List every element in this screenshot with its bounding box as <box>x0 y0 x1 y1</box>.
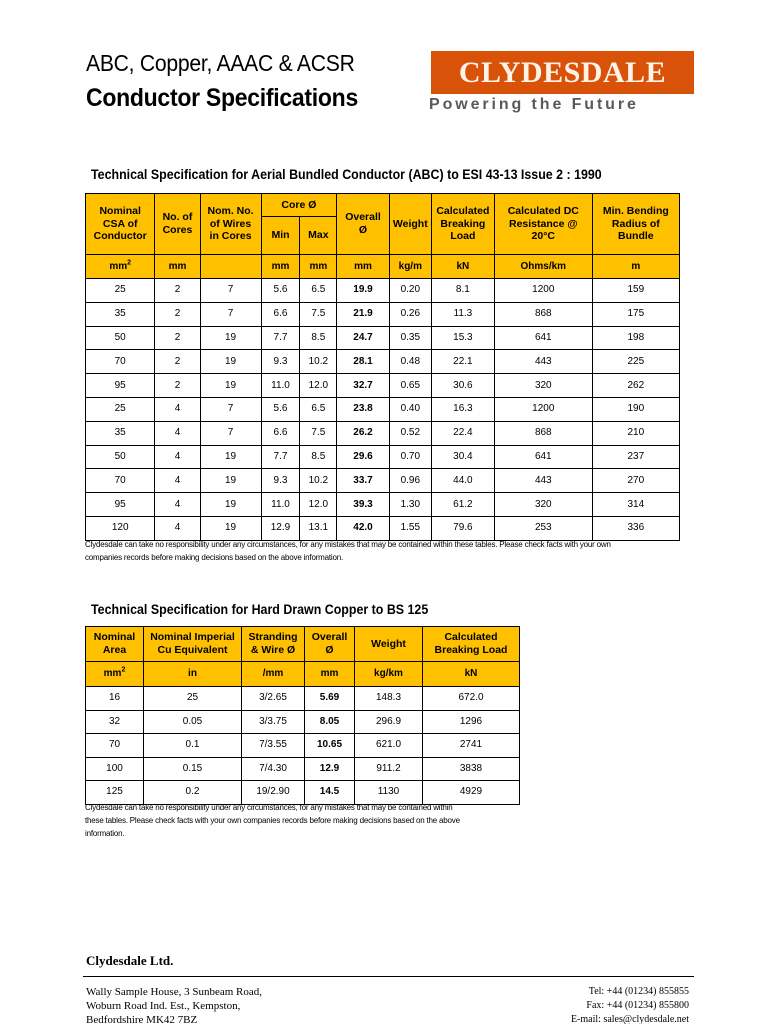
table-cell: 641 <box>494 445 592 469</box>
table-cell: 6.6 <box>261 421 300 445</box>
table-cell: 2 <box>155 302 200 326</box>
table-cell: 19 <box>200 374 261 398</box>
header-dc-resistance: Calculated DC Resistance @ 20°C <box>494 194 592 255</box>
table-cell: 1.30 <box>389 493 431 517</box>
table-row <box>86 445 680 469</box>
table-cell: 42.0 <box>337 516 390 540</box>
unit-min: mm <box>261 255 300 279</box>
table-cell: 30.4 <box>431 445 494 469</box>
table-cell: 50 <box>86 326 155 350</box>
table-cell: 0.65 <box>389 374 431 398</box>
table-cell: 11.0 <box>261 374 300 398</box>
table-cell: 70 <box>86 469 155 493</box>
table-cell: 19 <box>200 493 261 517</box>
table-cell: 61.2 <box>431 493 494 517</box>
footer-address: Wally Sample House, 3 Sunbeam Road, Woburn Road Ind. Est., Kempston, Bedfordshire MK42 7BZ <box>86 986 263 1024</box>
table-cell: 1200 <box>494 397 592 421</box>
table-cell: 911.2 <box>355 757 423 781</box>
table-cell: 39.3 <box>337 493 390 517</box>
table-cell: 21.9 <box>337 302 390 326</box>
abc-disclaimer: Clydesdale can take no responsibility under any circumstances, for any mistakes that may be contained within these tables. Please check facts with your own companies records before making decisions based on the above information. <box>85 540 611 562</box>
unit-overall: mm <box>337 255 390 279</box>
document-title-line2: Conductor Specifications <box>86 84 358 112</box>
logo-tagline: Powering the Future <box>429 96 639 113</box>
table-cell: 6.6 <box>261 302 300 326</box>
table-cell: 32 <box>86 710 144 734</box>
table-row <box>86 279 680 303</box>
table-cell: 296.9 <box>355 710 423 734</box>
table-cell: 4 <box>155 397 200 421</box>
header-weight: Weight <box>389 194 431 255</box>
table-cell: 320 <box>494 374 592 398</box>
table-cell: 443 <box>494 469 592 493</box>
table-cell: 35 <box>86 421 155 445</box>
table-cell: 14.5 <box>305 781 355 805</box>
table-row <box>86 302 680 326</box>
copper-disclaimer: Clydesdale can take no responsibility under any circumstances, for any mistakes that may be contained within these tables. Please check facts with your own companies records before making decisions based on the above information. <box>85 803 460 838</box>
unit-csa: $mm^2$ <box>86 255 155 279</box>
table-row <box>86 734 520 758</box>
document-title-line1: ABC, Copper, AAAC & ACSR <box>86 50 355 76</box>
table-cell: 25 <box>86 397 155 421</box>
table-cell: 621.0 <box>355 734 423 758</box>
table-cell: 7 <box>200 397 261 421</box>
abc-section-title: Technical Specification for Aerial Bundled Conductor (ABC) to ESI 43-13 Issue 2 : 1990 <box>91 167 602 182</box>
unit-max: mm <box>300 255 337 279</box>
table-cell: 3/2.65 <box>242 687 305 711</box>
table-cell: 70 <box>86 734 144 758</box>
table-row <box>86 757 520 781</box>
table-cell: 33.7 <box>337 469 390 493</box>
table-cell: 0.15 <box>144 757 242 781</box>
table-cell: 0.2 <box>144 781 242 805</box>
table-cell: 175 <box>592 302 679 326</box>
unit-bending: m <box>592 255 679 279</box>
table-cell: 8.5 <box>300 445 337 469</box>
table-cell: 210 <box>592 421 679 445</box>
table-cell: 19 <box>200 350 261 374</box>
table-row <box>86 421 680 445</box>
footer-company-name: Clydesdale Ltd. <box>86 953 174 968</box>
table-cell: 2 <box>155 350 200 374</box>
table-cell: 19 <box>200 445 261 469</box>
table-cell: 0.70 <box>389 445 431 469</box>
table-cell: 28.1 <box>337 350 390 374</box>
table-cell: 314 <box>592 493 679 517</box>
table-cell: 11.0 <box>261 493 300 517</box>
table-cell: 2 <box>155 279 200 303</box>
header-breaking-load: Calculated Breaking Load <box>423 627 520 662</box>
table-cell: 32.7 <box>337 374 390 398</box>
table-cell: 23.8 <box>337 397 390 421</box>
table-cell: 7 <box>200 302 261 326</box>
table-cell: 159 <box>592 279 679 303</box>
table-cell: 8.05 <box>305 710 355 734</box>
table-row <box>86 493 680 517</box>
table-row <box>86 374 680 398</box>
table-cell: 0.40 <box>389 397 431 421</box>
table-cell: 44.0 <box>431 469 494 493</box>
table-row <box>86 350 680 374</box>
table-cell: 198 <box>592 326 679 350</box>
unit-area: $mm^2$ <box>86 662 144 687</box>
unit-weight: kg/m <box>389 255 431 279</box>
table-cell: 19 <box>200 516 261 540</box>
abc-spec-table <box>85 193 680 541</box>
table-cell: 7.7 <box>261 445 300 469</box>
table-cell: 25 <box>144 687 242 711</box>
table-cell: 336 <box>592 516 679 540</box>
footer-contact <box>571 985 689 1024</box>
table-cell: 0.35 <box>389 326 431 350</box>
units-row <box>86 255 680 279</box>
table-cell: 19 <box>200 326 261 350</box>
footer-phone: Tel: +44 (01234) 855855 <box>588 986 689 997</box>
table-cell: 868 <box>494 302 592 326</box>
table-cell: 0.48 <box>389 350 431 374</box>
table-cell: 2 <box>155 374 200 398</box>
table-cell: 10.2 <box>300 469 337 493</box>
table-cell: 1200 <box>494 279 592 303</box>
table-cell: 79.6 <box>431 516 494 540</box>
footer-fax: Fax: +44 (01234) 855800 <box>586 1000 689 1011</box>
table-cell: 12.9 <box>261 516 300 540</box>
table-cell: 125 <box>86 781 144 805</box>
table-cell: 148.3 <box>355 687 423 711</box>
table-cell: 7/4.30 <box>242 757 305 781</box>
table-cell: 9.3 <box>261 350 300 374</box>
header-overall: Overall Ø <box>337 194 390 255</box>
table-cell: 4929 <box>423 781 520 805</box>
table-cell: 9.3 <box>261 469 300 493</box>
table-row <box>86 326 680 350</box>
table-cell: 225 <box>592 350 679 374</box>
table-cell: 19 <box>200 469 261 493</box>
copper-spec-table <box>85 626 520 805</box>
table-cell: 1.55 <box>389 516 431 540</box>
unit-wires <box>200 255 261 279</box>
table-cell: 641 <box>494 326 592 350</box>
table-cell: 0.26 <box>389 302 431 326</box>
table-cell: 4 <box>155 493 200 517</box>
header-no-cores: No. of Cores <box>155 194 200 255</box>
unit-imperial: in <box>144 662 242 687</box>
table-cell: 7 <box>200 279 261 303</box>
table-cell: 3/3.75 <box>242 710 305 734</box>
table-cell: 95 <box>86 374 155 398</box>
table-cell: 16.3 <box>431 397 494 421</box>
table-cell: 6.5 <box>300 279 337 303</box>
table-cell: 0.52 <box>389 421 431 445</box>
table-cell: 8.1 <box>431 279 494 303</box>
table-cell: 13.1 <box>300 516 337 540</box>
clydesdale-logo: CLYDESDALE <box>431 51 694 94</box>
table-row <box>86 469 680 493</box>
table-row <box>86 687 520 711</box>
table-cell: 262 <box>592 374 679 398</box>
header-overall: Overall Ø <box>305 627 355 662</box>
table-cell: 10.2 <box>300 350 337 374</box>
header-stranding: Stranding & Wire Ø <box>242 627 305 662</box>
header-bending-radius: Min. Bending Radius of Bundle <box>592 194 679 255</box>
table-cell: 7 <box>200 421 261 445</box>
units-row <box>86 662 520 687</box>
table-cell: 19/2.90 <box>242 781 305 805</box>
unit-weight: kg/km <box>355 662 423 687</box>
table-row <box>86 516 680 540</box>
header-core-min: Min <box>261 217 300 255</box>
table-cell: 8.5 <box>300 326 337 350</box>
table-row <box>86 397 680 421</box>
table-cell: 4 <box>155 469 200 493</box>
table-cell: 5.6 <box>261 279 300 303</box>
unit-stranding: /mm <box>242 662 305 687</box>
table-cell: 25 <box>86 279 155 303</box>
copper-section-title: Technical Specification for Hard Drawn Copper to BS 125 <box>91 602 429 617</box>
table-cell: 95 <box>86 493 155 517</box>
table-cell: 2 <box>155 326 200 350</box>
table-cell: 7/3.55 <box>242 734 305 758</box>
table-row <box>86 710 520 734</box>
table-cell: 190 <box>592 397 679 421</box>
unit-breaking: kN <box>431 255 494 279</box>
table-cell: 4 <box>155 516 200 540</box>
table-cell: 24.7 <box>337 326 390 350</box>
table-cell: 3838 <box>423 757 520 781</box>
table-cell: 0.20 <box>389 279 431 303</box>
table-cell: 50 <box>86 445 155 469</box>
table-cell: 70 <box>86 350 155 374</box>
table-cell: 0.05 <box>144 710 242 734</box>
footer-divider <box>83 976 694 977</box>
header-weight: Weight <box>355 627 423 662</box>
header-nominal-area: Nominal Area <box>86 627 144 662</box>
table-cell: 2741 <box>423 734 520 758</box>
table-cell: 12.9 <box>305 757 355 781</box>
table-cell: 29.6 <box>337 445 390 469</box>
table-cell: 1296 <box>423 710 520 734</box>
table-cell: 12.0 <box>300 374 337 398</box>
table-cell: 0.96 <box>389 469 431 493</box>
header-nominal-csa: Nominal CSA of Conductor <box>86 194 155 255</box>
table-cell: 35 <box>86 302 155 326</box>
unit-breaking: kN <box>423 662 520 687</box>
header-breaking-load: Calculated Breaking Load <box>431 194 494 255</box>
table-cell: 253 <box>494 516 592 540</box>
table-cell: 1130 <box>355 781 423 805</box>
table-cell: 5.69 <box>305 687 355 711</box>
unit-overall: mm <box>305 662 355 687</box>
table-cell: 237 <box>592 445 679 469</box>
table-cell: 120 <box>86 516 155 540</box>
footer-email[interactable]: E-mail: sales@clydesdale.net <box>570 1014 689 1024</box>
table-cell: 4 <box>155 421 200 445</box>
table-cell: 100 <box>86 757 144 781</box>
table-cell: 443 <box>494 350 592 374</box>
table-cell: 7.5 <box>300 302 337 326</box>
table-cell: 868 <box>494 421 592 445</box>
table-cell: 30.6 <box>431 374 494 398</box>
header-imperial: Nominal Imperial Cu Equivalent <box>144 627 242 662</box>
table-cell: 22.4 <box>431 421 494 445</box>
table-cell: 11.3 <box>431 302 494 326</box>
header-core-diameter: Core Ø <box>261 194 337 217</box>
unit-cores: mm <box>155 255 200 279</box>
table-cell: 7.7 <box>261 326 300 350</box>
table-cell: 26.2 <box>337 421 390 445</box>
table-cell: 5.6 <box>261 397 300 421</box>
table-cell: 16 <box>86 687 144 711</box>
table-cell: 0.1 <box>144 734 242 758</box>
table-cell: 672.0 <box>423 687 520 711</box>
table-cell: 270 <box>592 469 679 493</box>
table-cell: 4 <box>155 445 200 469</box>
table-cell: 7.5 <box>300 421 337 445</box>
header-nom-wires: Nom. No. of Wires in Cores <box>200 194 261 255</box>
table-cell: 6.5 <box>300 397 337 421</box>
table-cell: 10.65 <box>305 734 355 758</box>
header-core-max: Max <box>300 217 337 255</box>
table-cell: 320 <box>494 493 592 517</box>
table-cell: 12.0 <box>300 493 337 517</box>
table-cell: 19.9 <box>337 279 390 303</box>
table-cell: 22.1 <box>431 350 494 374</box>
table-cell: 15.3 <box>431 326 494 350</box>
unit-dc: Ohms/km <box>494 255 592 279</box>
